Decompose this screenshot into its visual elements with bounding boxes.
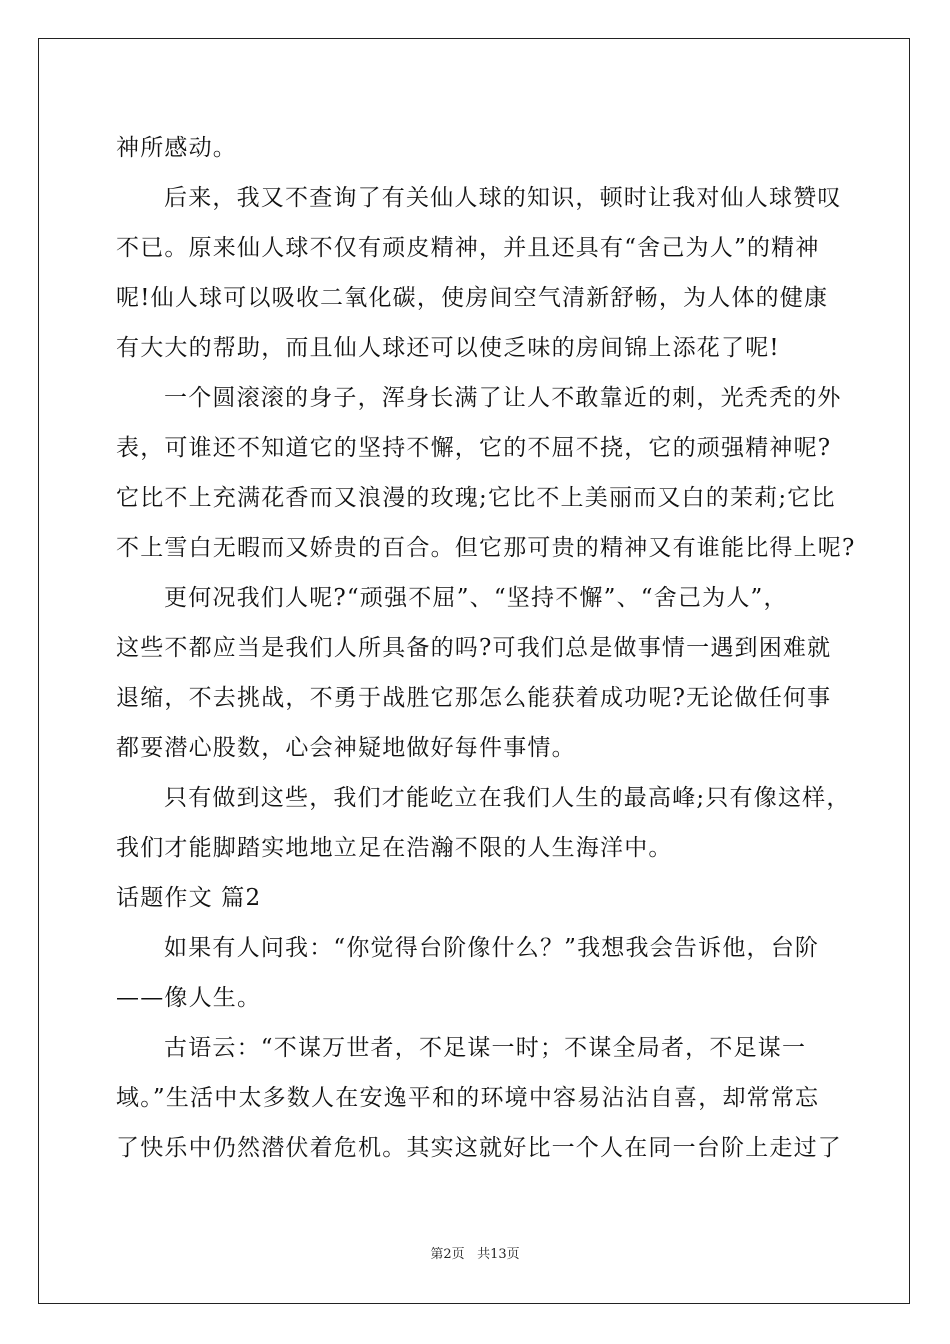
text-line: 古语云：“不谋万世者，不足谋一时；不谋全局者，不足谋一 (164, 1035, 807, 1061)
text-line: 一个圆滚滚的身子，浑身长满了让人不敢靠近的刺，光秃秃的外 (164, 385, 842, 411)
text-line: 更何况我们人呢?“顽强不屈”、“坚持不懈”、“舍己为人”， (164, 585, 788, 611)
text-line: 它比不上充满花香而又浪漫的玫瑰;它比不上美丽而又白的茉莉;它比 (116, 485, 836, 511)
text-line: 表，可谁还不知道它的坚持不懈，它的不屈不挠，它的顽强精神呢? (116, 435, 832, 461)
text-line: 我们才能脚踏实地地立足在浩瀚不限的人生海洋中。 (116, 835, 673, 861)
text-line: 这些不都应当是我们人所具备的吗?可我们总是做事情一遇到困难就 (116, 635, 832, 661)
text-line: ——像人生。 (116, 985, 262, 1011)
text-line: 不已。原来仙人球不仅有顽皮精神，并且还具有“舍己为人”的精神 (116, 235, 820, 261)
text-line: 退缩，不去挑战，不勇于战胜它那怎么能获着成功呢?无论做任何事 (116, 685, 832, 711)
text-line: 如果有人问我：“你觉得台阶像什么？”我想我会告诉他，台阶 (164, 935, 820, 961)
page-number: 第2页 (430, 1247, 465, 1262)
page-footer (0, 1246, 950, 1264)
text-line: 神所感动。 (116, 135, 237, 161)
text-line: 后来，我又不查询了有关仙人球的知识，顿时让我对仙人球赞叹 (164, 185, 842, 211)
text-line: 只有做到这些，我们才能屹立在我们人生的最高峰;只有像这样， (164, 785, 851, 811)
page-total: 共13页 (477, 1247, 520, 1262)
text-line: 有大大的帮助，而且仙人球还可以使乏味的房间锦上添花了呢! (116, 335, 780, 361)
text-line: 呢!仙人球可以吸收二氧化碳，使房间空气清新舒畅，为人体的健康 (116, 285, 829, 311)
text-line: 域。”生活中太多数人在安逸平和的环境中容易沾沾自喜，却常常忘 (116, 1085, 820, 1111)
text-line: 都要潜心股数，心会神疑地做好每件事情。 (116, 735, 576, 761)
section-heading: 话题作文 篇2 (116, 885, 262, 911)
text-line: 了快乐中仍然潜伏着危机。其实这就好比一个人在同一台阶上走过了 (116, 1135, 842, 1161)
text-line: 不上雪白无暇而又娇贵的百合。但它那可贵的精神又有谁能比得上呢? (116, 535, 856, 561)
